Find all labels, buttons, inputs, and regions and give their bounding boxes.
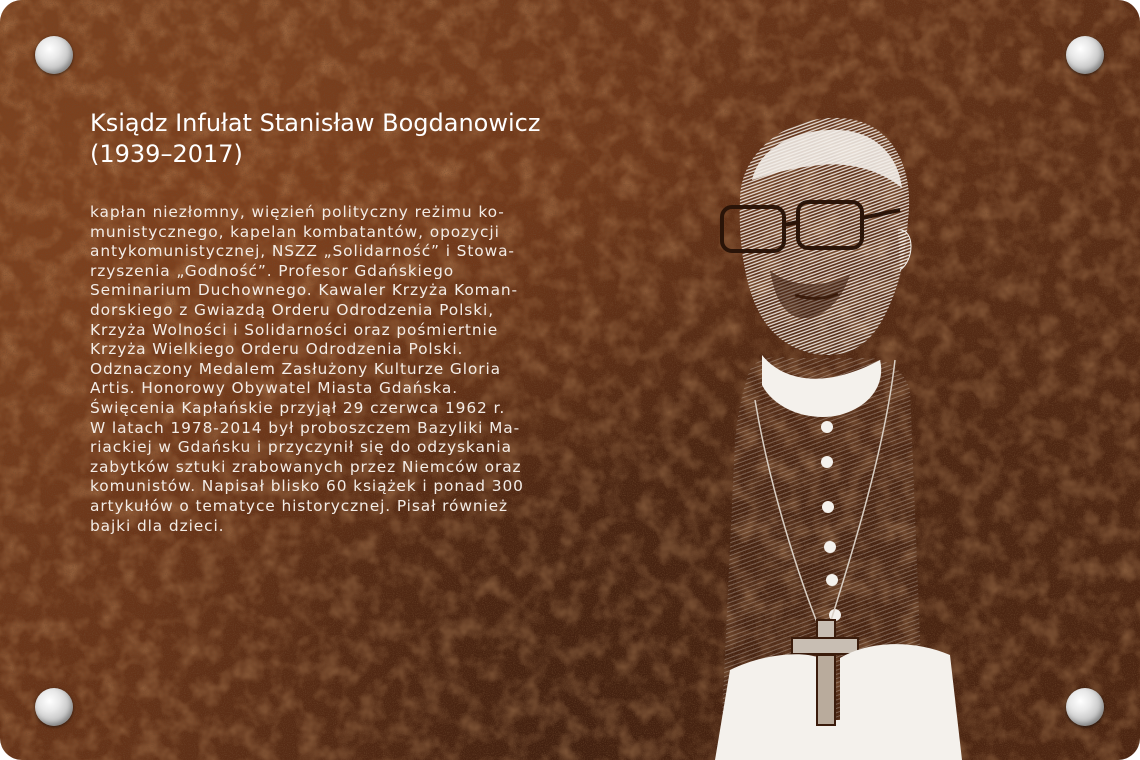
biography-text — [90, 203, 552, 536]
engraved-portrait — [700, 110, 970, 760]
title-name: Ksiądz Infułat Stanisław Bogdanowicz — [90, 109, 541, 137]
plaque-title — [90, 108, 570, 170]
bio-line: bajki dla dzieci. — [90, 516, 225, 535]
bio-line: Krzyża Wielkiego Orderu Odrodzenia Polski. — [90, 340, 464, 359]
bio-line: kapłan niezłomny, więzień polityczny reżimu ko- — [90, 203, 505, 221]
bio-line: dorskiego z Gwiazdą Orderu Odrodzenia Polski, — [90, 300, 494, 319]
bio-line: W latach 1978-2014 był proboszczem Bazyliki Ma- — [90, 418, 521, 437]
bio-line: Seminarium Duchownego. Kawaler Krzyża Koman- — [90, 281, 519, 300]
bio-line: munistycznego, kapelan kombatantów, opozycji — [90, 222, 500, 241]
bio-line: Święcenia Kapłańskie przyjął 29 czerwca 1962 r. — [90, 398, 506, 417]
bio-line: zabytków sztuki zrabowanych przez Niemców oraz — [90, 457, 522, 476]
screw-icon — [1066, 688, 1104, 726]
screw-icon — [35, 36, 73, 74]
bio-line: rzyszenia „Godność”. Profesor Gdańskiego — [90, 261, 455, 280]
bio-line: artykułów o tematyce historycznej. Pisał również — [90, 496, 509, 515]
bio-line: antykomunistycznej, NSZZ „Solidarność” i Stowa- — [90, 242, 515, 261]
bio-line: Krzyża Wolności i Solidarności oraz pośmiertnie — [90, 320, 499, 339]
bio-line: Artis. Honorowy Obywatel Miasta Gdańska. — [90, 379, 459, 398]
bio-line: Odznaczony Medalem Zasłużony Kulturze Gloria — [90, 359, 501, 378]
title-years: (1939–2017) — [90, 140, 243, 168]
bio-line: komunistów. Napisał blisko 60 książek i ponad 300 — [90, 477, 524, 496]
bio-line: riackiej w Gdańsku i przyczynił się do odzyskania — [90, 438, 512, 457]
screw-icon — [1066, 36, 1104, 74]
screw-icon — [35, 688, 73, 726]
